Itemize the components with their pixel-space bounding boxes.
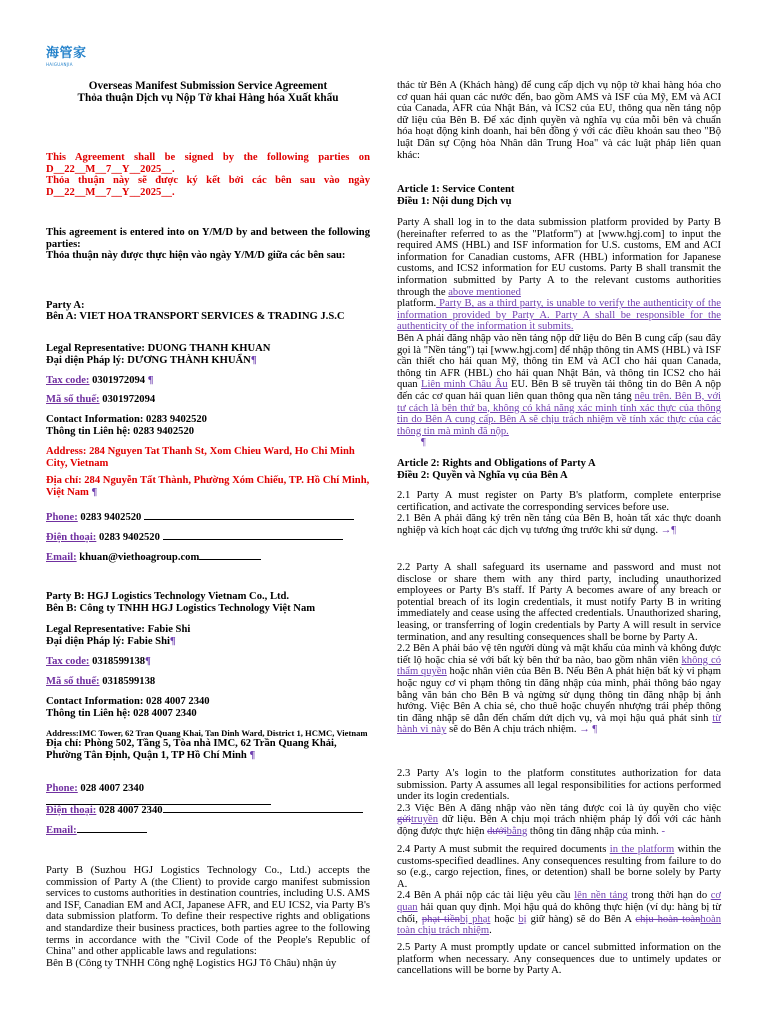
article-2-heading-vi: Điều 2: Quyền và Nghĩa vụ của Bên A: [397, 469, 568, 481]
article-1-heading: [397, 184, 721, 207]
article-2-heading-en: Article 2: Rights and Obligations of Party A: [397, 458, 596, 469]
clause-2-4: [397, 844, 721, 937]
party-b-rep-en: Legal Representative: Fabie Shi: [46, 624, 191, 635]
party-b-contact-vi: Thông tin Liên hệ: 028 4007 2340: [46, 707, 197, 719]
party-a-phone: Phone: 0283 9402520: [46, 510, 370, 524]
party-b-phone: Phone: 028 4007 2340: [46, 783, 370, 808]
party-a-address: [46, 446, 370, 498]
preamble-en: Party B (Suzhou HGJ Logistics Technology Co., Ltd.) accepts the commission of Party A (the Client) to provide cargo manifest submission services to customs authorities in destination countries, including U.S. AMS and ISF, Canadian EM and ACI, Japanese AFR, and EU ICS2, via Party B's data submission platform. To define their respective rights and obligations and standardize their business practices, both parties agree to the following terms in accordance with the "Civil Code of the People's Republic of China" and other applicable laws and regulations:: [46, 865, 370, 958]
article-1-heading-vi: Điều 1: Nội dung Dịch vụ: [397, 195, 512, 207]
party-b-name-vi: Bên B: Công ty TNHH HGJ Logistics Technology Việt Nam: [46, 602, 316, 614]
company-logo: [46, 48, 88, 70]
clause-2-3: [397, 768, 721, 838]
clause-2-2: [397, 562, 721, 736]
party-a-rep-en: Legal Representative: DUONG THANH KHUAN: [46, 343, 271, 354]
title-vi: Thỏa thuận Dịch vụ Nộp Tờ khai Hàng hóa Xuất khẩu: [77, 92, 339, 104]
clause-2-5: [397, 942, 721, 977]
clause-2-4-en: 2.4 Party A must submit the required documents in the platform within the customs-specified deadlines. Any consequences resulting from failure to do so (e.g., cargo rejection, fines, or detention) shall be borne solely by Party A.: [397, 844, 721, 890]
party-a-address-vi: Địa chỉ: 284 Nguyễn Tất Thành, Phường Xóm Chiếu, TP. Hồ Chí Minh, Việt Nam ¶: [46, 475, 370, 498]
signing-clause: [46, 152, 370, 198]
clause-2-3-vi: 2.3 Việc Bên A đăng nhập vào nền tảng được coi là ủy quyền cho việc gửitruyền dữ liệu. Bên A chịu mọi trách nhiệm pháp lý đối với các hành động được thực hiện dướibằng thông tin đăng nhập của mình. -: [397, 802, 721, 837]
clause-2-5-en: 2.5 Party A must promptly update or cancel submitted information on the platform when necessary. Any consequences due to untimely updates or cancellations will be borne by Party A.: [397, 942, 721, 977]
party-b-email: Email:: [46, 823, 370, 837]
clause-2-2-en: 2.2 Party A shall safeguard its username and password and must not disclose or share them with any third party, including unauthorized employees or Party B's staff. If Party A becomes aware of any breach or potential breach of its login credentials, it must notify Party B in writing immediately and cease using the affected credentials. Unauthorized sharing, leasing, or transferring of login credentials by Party A will result in service termination, and any resulting consequences shall be borne by Party A.: [397, 562, 721, 643]
party-b-address-en: Address:IMC Tower, 62 Tran Quang Khai, Tan Dinh Ward, District 1, HCMC, Vietnam: [46, 728, 368, 738]
preamble-vi-continued: thác từ Bên A (Khách hàng) để cung cấp dịch vụ nộp tờ khai hàng hóa cho cơ quan hải quan các nước đến, bao gồm AMS và ISF của Mỹ, EM và ACI của Canada, AFR của Nhật Bản, và ICS2 của EU, thông qua nền tảng nộp dữ liệu của Bên B. Để xác định quyền và nghĩa vụ của mỗi bên và chuẩn hóa hoạt động kinh doanh, hai bên đồng ý với các điều khoản sau theo "Bộ luật Dân sự Cộng hòa Nhân dân Trung Hoa" và các luật pháp liên quan khác:: [397, 80, 721, 161]
title-en: Overseas Manifest Submission Service Agreement: [88, 80, 328, 92]
party-a-contact: [46, 414, 370, 437]
party-a-mst: Mã số thuế: 0301972094: [46, 394, 156, 405]
article-1-para-mark: ¶: [421, 437, 426, 449]
party-a-email: Email: khuan@viethoagroup.com: [46, 550, 370, 564]
clause-2-1: [397, 490, 721, 536]
article-1-para-en: Party A shall log in to the data submission platform provided by Party B (hereinafter referred to as the "Platform") at [www.hgj.com] to input the required AMS (HBL) and ISF information for U.S. customs, EM and ACI information for Canadian customs, AFR (HBL) information for Japanese customs, and ICS2 information for EU customs. Party B shall transmit the information submitted by Party A to the relevant customs authorities through the above mentioned platform. Party B, as a third party, is unable to verify the authenticity of the information provided by Party A. Party A shall be responsible for the authenticity of the information it submits.: [397, 217, 721, 333]
party-a-contact-en: Contact Information: 0283 9402520: [46, 414, 207, 425]
signing-vi: Thỏa thuận này sẽ được ký kết bởi các bên sau vào ngày D__22__M__7__Y__2025__.: [46, 175, 370, 198]
party-b-mst: Mã số thuế: 0318599138: [46, 676, 156, 687]
clause-2-1-vi: 2.1 Bên A phải đăng ký trên nền tảng của Bên B, hoàn tất xác thực doanh nghiệp và kích hoạt các dịch vụ tương ứng trước khi sử dụng. →¶: [397, 513, 721, 536]
party-b-address-vi: Địa chỉ: Phòng 502, Tầng 5, Tòa nhà IMC, 62 Trần Quang Khải, Phường Tân Định, Quận 1, TP Hồ Chí Minh ¶: [46, 738, 337, 761]
intro-vi: Thỏa thuận này được thực hiện vào ngày Y/M/D giữa các bên sau:: [46, 250, 346, 262]
agreement-title: [46, 80, 370, 104]
party-a-name: Bên A: VIET HOA TRANSPORT SERVICES & TRADING J.S.C: [46, 311, 345, 322]
signing-en: This Agreement shall be signed by the following parties on D__22__M__7__Y__2025__.: [46, 152, 370, 175]
party-b-contact-en: Contact Information: 028 4007 2340: [46, 696, 210, 707]
article-1-body: [397, 217, 721, 449]
party-a-label: Party A:: [46, 300, 85, 311]
clause-2-1-en: 2.1 Party A must register on Party B's platform, complete enterprise certification, and activate the corresponding services before use.: [397, 490, 721, 513]
party-a-tax-code: Tax code: 0301972094 ¶: [46, 375, 154, 386]
party-b-representative: [46, 624, 370, 647]
party-b-rep-vi: Đại diện Pháp lý: Fabie Shi¶: [46, 635, 176, 647]
preamble: [46, 865, 370, 969]
clause-2-2-vi: 2.2 Bên A phải bảo vệ tên người dùng và mật khẩu của mình và không được tiết lộ hoặc chia sẻ với bất kỳ bên thứ ba nào, bao gồm nhân viên không có thẩm quyền hoặc nhân viên của Bên B. Nếu Bên A phát hiện bất kỳ vi phạm hoặc nguy cơ vi phạm thông tin đăng nhập của mình, phải thông báo ngay bằng văn bản cho Bên B và ngừng sử dụng thông tin đăng nhập bị ảnh hưởng. Việc Bên A chia sẻ, cho thuê hoặc chuyển nhượng trái phép thông tin đăng nhập sẽ dẫn đến chấm dứt dịch vụ, và mọi hậu quả phát sinh từ hành vi này sẽ do Bên A chịu trách nhiệm. → ¶: [397, 643, 721, 736]
preamble-vi-start: Bên B (Công ty TNHH Công nghệ Logistics HGJ Tô Châu) nhận ủy: [46, 957, 337, 969]
intro-en: This agreement is entered into on Y/M/D by and between the following parties:: [46, 227, 370, 250]
party-a-dien-thoai: Điện thoại: 0283 9402520: [46, 530, 370, 544]
article-2-heading: [397, 458, 721, 481]
party-b-tax-code: Tax code: 0318599138¶: [46, 656, 151, 667]
party-b-address: [46, 728, 370, 761]
party-b-name: [46, 591, 370, 614]
party-b-contact: [46, 696, 370, 719]
logo-subtext: HAIGUANJIA: [46, 61, 73, 67]
clause-2-4-vi: 2.4 Bên A phải nộp các tài liệu yêu cầu lên nền tảng trong thời hạn do cơ quan hải quan quy định. Mọi hậu quả do không thực hiện (ví dụ: hàng bị từ chối, phạt tiềnbị phạt hoặc bị giữ hàng) sẽ do Bên A chịu hoàn toànhoàn toàn chịu trách nhiệm.: [397, 890, 722, 937]
party-a-rep-vi: Đại diện Pháp lý: DƯƠNG THÀNH KHUẨN¶: [46, 354, 257, 366]
intro-clause: [46, 227, 370, 262]
article-1-para-vi: Bên A phải đăng nhập vào nền tảng nộp dữ liệu do Bên B cung cấp (sau đây gọi là "Nền tảng") tại [www.hgj.com] để nhập thông tin AMS (HBL) và ISF cần thiết cho hải quan Mỹ, thông tin EM và ACI cho hải quan Canada, thông tin AFR (HBL) cho hải quan Nhật Bản, và thông tin ICS2 cho hải quan Liên minh Châu Âu EU. Bên B sẽ truyền tải thông tin do Bên A nộp đến các cơ quan hải quan liên quan thông qua nền tảng nêu trên. Bên B, với tư cách là bên thứ ba, không có khả năng xác minh tính xác thực của thông tin do Bên A cung cấp. Bên A sẽ chịu trách nhiệm về tính xác thực của các thông tin mà mình đã nộp.: [397, 332, 722, 437]
party-a-address-en: Address: 284 Nguyen Tat Thanh St, Xom Chieu Ward, Ho Chi Minh City, Vietnam: [46, 446, 355, 469]
party-b-dien-thoai: Điện thoại: 028 4007 2340: [46, 803, 370, 817]
clause-2-3-en: 2.3 Party A's login to the platform constitutes authorization for data submission. Party A assumes all legal responsibilities for actions performed under its login credentials.: [397, 768, 721, 803]
party-b-name-en: Party B: HGJ Logistics Technology Vietnam Co., Ltd.: [46, 591, 290, 602]
party-a-representative: [46, 343, 370, 366]
logo-text: 海管家: [46, 46, 87, 61]
party-a-contact-vi: Thông tin Liên hệ: 0283 9402520: [46, 425, 195, 437]
article-1-heading-en: Article 1: Service Content: [397, 184, 515, 195]
